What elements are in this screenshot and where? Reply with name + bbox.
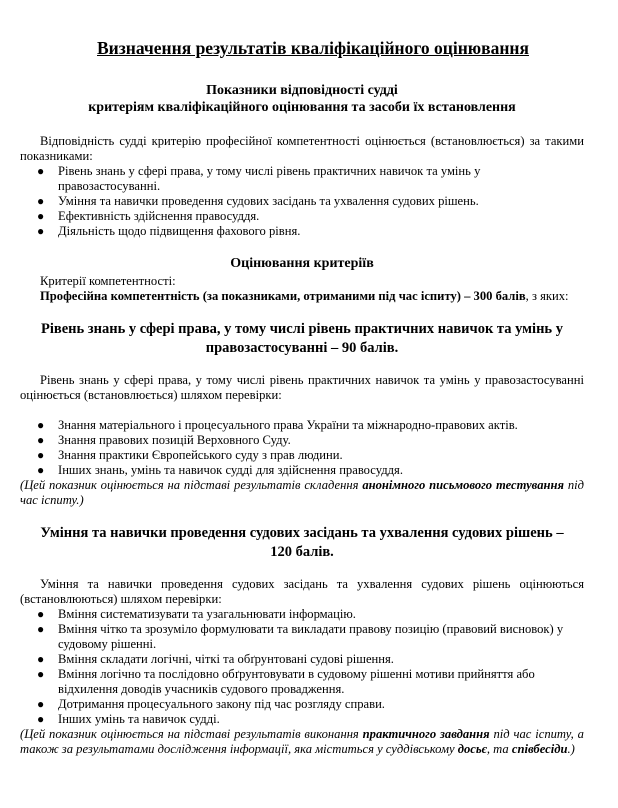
bullet-icon: ●	[37, 697, 45, 711]
bullet-icon: ●	[37, 463, 45, 477]
list-item: ● Вміння чітко та зрозуміло формулювати та викладати правову позицію (правовий висновок) у судовому рішенні.	[37, 622, 564, 651]
list-item: ● Інших знань, умінь та навичок судді для здійснення правосуддя.	[37, 463, 403, 477]
list-item: ● Знання правових позицій Верховного Суду.	[37, 433, 291, 447]
bullet-icon: ●	[37, 652, 45, 666]
section-heading-evaluation: Оцінювання критеріїв	[230, 256, 374, 271]
knowledge-note: (Цей показник оцінюється на підставі результатів складення анонімного письмового тестування під час іспиту.)	[20, 478, 584, 507]
note-emphasis: співбесіди	[511, 742, 568, 756]
knowledge-list	[20, 418, 584, 478]
bullet-icon: ●	[37, 433, 45, 447]
bullet-icon: ●	[37, 607, 45, 621]
list-item: ● Вміння логічно та послідовно обґрунтовувати в судовому рішенні мотиви прийняття або відхилення доводів учасників судового провадження.	[37, 667, 535, 696]
criteria-label: Критерії компетентності:	[40, 274, 176, 288]
competence-bold: Професійна компетентність (за показниками, отриманими під час іспиту) – 300 балів	[40, 289, 526, 303]
list-item: ● Знання практики Європейського суду з прав людини.	[37, 448, 343, 462]
bullet-icon: ●	[37, 667, 45, 681]
list-item: ● Діяльність щодо підвищення фахового рівня.	[37, 224, 301, 238]
list-item: ● Дотримання процесуального закону під час розгляду справи.	[37, 697, 385, 711]
list-item: ● Вміння складати логічні, чіткі та обґрунтовані судові рішення.	[37, 652, 394, 666]
indicators-intro: Відповідність судді критерію професійної компетентності оцінюється (встановлюється) за такими показниками:	[20, 134, 584, 163]
competence-line	[20, 289, 584, 304]
note-emphasis: досьє	[457, 742, 487, 756]
bullet-icon: ●	[37, 164, 45, 178]
section-heading-line2: критеріям кваліфікаційного оцінювання та засоби їх встановлення	[88, 100, 516, 115]
list-item: ● Рівень знань у сфері права, у тому числі рівень практичних навичок та умінь у правозастосуванні.	[37, 164, 481, 193]
indicators-list	[20, 164, 584, 239]
bullet-icon: ●	[37, 194, 45, 208]
bullet-icon: ●	[37, 448, 45, 462]
bullet-icon: ●	[37, 209, 45, 223]
section-heading-knowledge: Рівень знань у сфері права, у тому числі рівень практичних навичок та умінь у правозастосуванні – 90 балів.	[41, 321, 563, 356]
section-heading-line1: Показники відповідності судді	[206, 83, 398, 98]
skills-note: (Цей показник оцінюється на підставі результатів виконання практичного завдання під час іспиту, а також за результатами дослідження інформації, яка міститься у суддівському досьє, та співбесіди.)	[20, 727, 584, 756]
section-heading-indicators	[20, 82, 584, 116]
bullet-icon: ●	[37, 622, 45, 636]
bullet-icon: ●	[37, 418, 45, 432]
list-item: ● Вміння систематизувати та узагальнювати інформацію.	[37, 607, 356, 621]
list-item: ● Знання матеріального і процесуального права України та міжнародно-правових актів.	[37, 418, 518, 432]
note-emphasis: анонімного письмового тестування	[362, 478, 564, 492]
bullet-icon: ●	[37, 712, 45, 726]
competence-rest: , з яких:	[525, 289, 569, 303]
section-heading-skills	[20, 524, 584, 562]
skills-intro: Уміння та навички проведення судових засідань та ухвалення судових рішень оцінюються (встановлюються) шляхом перевірки:	[20, 577, 584, 606]
skills-list	[20, 607, 584, 727]
knowledge-intro: Рівень знань у сфері права, у тому числі рівень практичних навичок та умінь у правозастосуванні оцінюється (встановлюється) шляхом перевірки:	[20, 373, 584, 402]
list-item: ● Уміння та навички проведення судових засідань та ухвалення судових рішень.	[37, 194, 479, 208]
skills-heading-line1: Уміння та навички проведення судових засідань та ухвалення судових рішень –	[40, 525, 564, 541]
list-item: ● Інших умінь та навичок судді.	[37, 712, 220, 726]
bullet-icon: ●	[37, 224, 45, 238]
skills-heading-line2: 120 балів.	[270, 544, 334, 560]
list-item: ● Ефективність здійснення правосуддя.	[37, 209, 260, 223]
document-title: Визначення результатів кваліфікаційного оцінювання	[97, 38, 529, 58]
note-emphasis: практичного завдання	[362, 727, 490, 741]
